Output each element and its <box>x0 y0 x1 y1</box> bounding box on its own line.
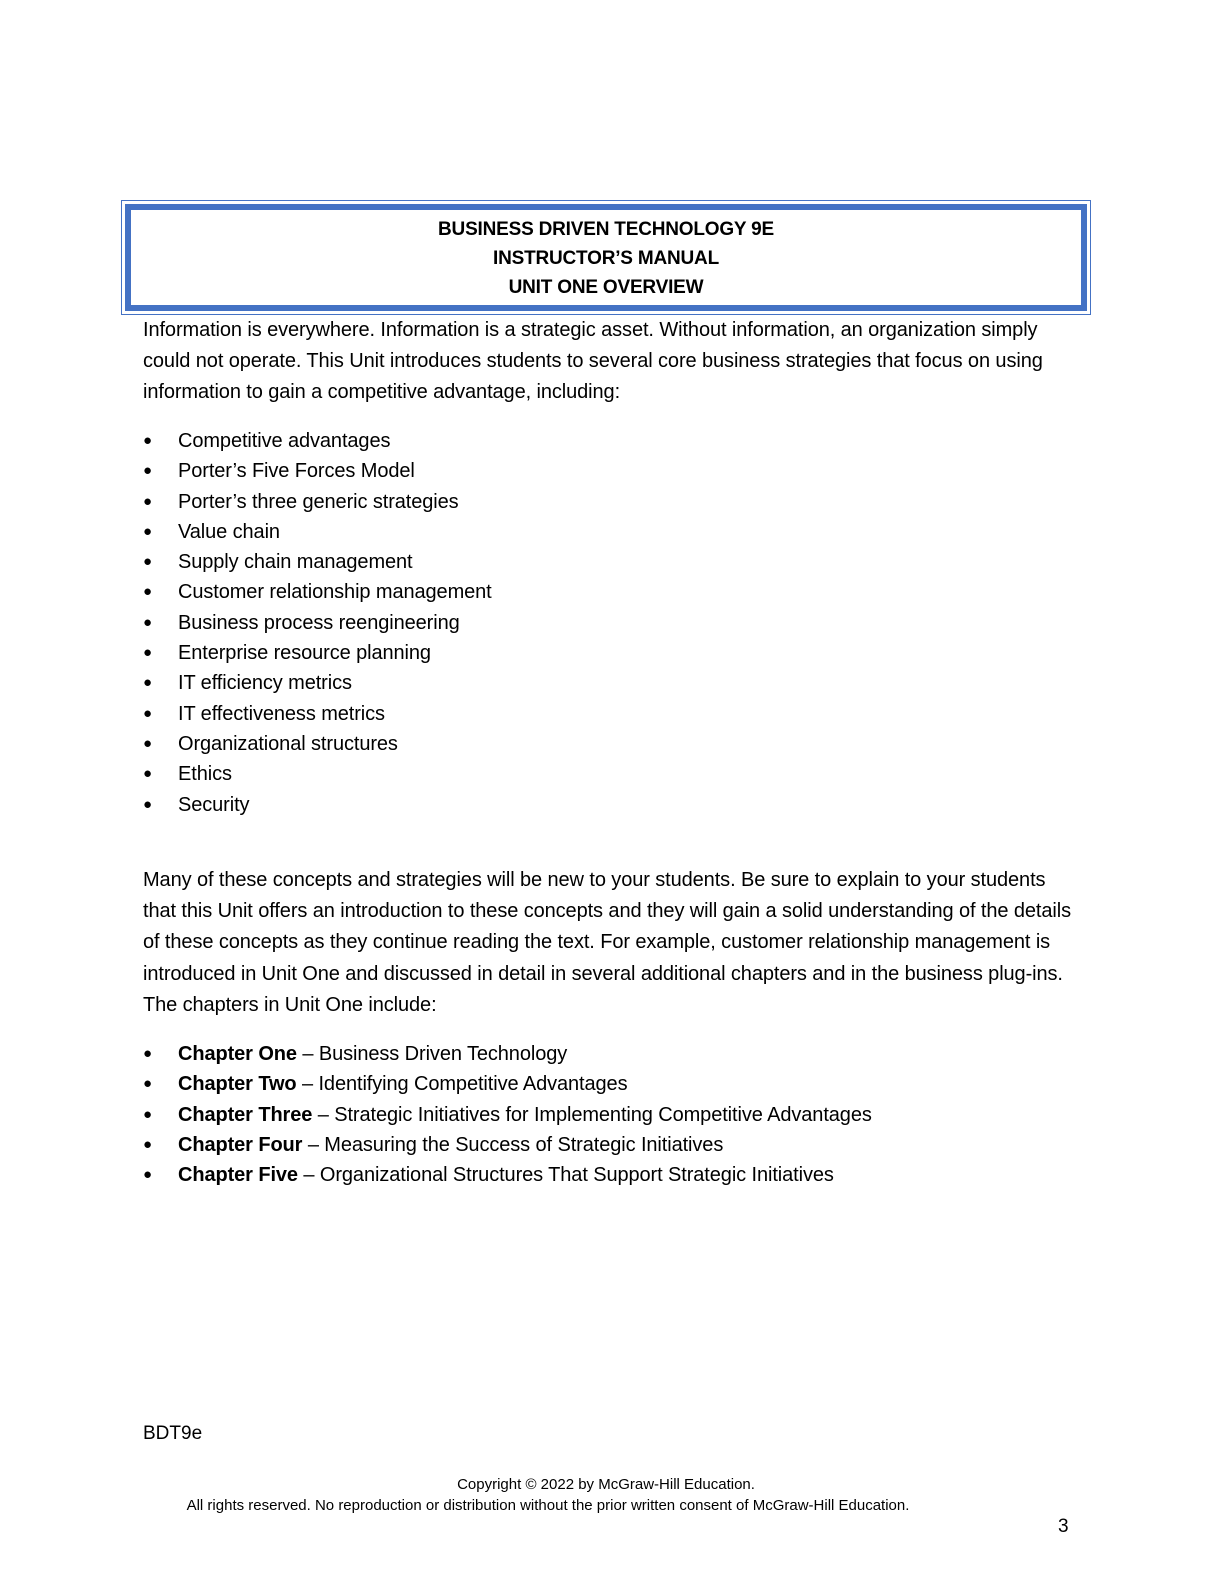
topics-list <box>143 426 492 820</box>
document-code: BDT9e <box>143 1423 203 1444</box>
chapter-separator: – <box>297 1164 320 1187</box>
bullet-icon: ● <box>143 462 152 480</box>
list-item <box>143 790 492 820</box>
intro-paragraph: Information is everywhere. Information is a strategic asset. Without information, an organization simply could not operate. This Unit introduces students to several core business strategies that focus on using information to gain a competitive advantage, including: <box>143 319 1043 404</box>
chapter-name: Chapter Three <box>178 1103 313 1126</box>
bullet-icon: ● <box>143 432 152 449</box>
chapter-name: Chapter Five <box>178 1164 298 1187</box>
rights-notice: All rights reserved. No reproduction or distribution without the prior written consent of McGraw-Hill Education. <box>186 1497 910 1514</box>
list-item <box>143 668 492 698</box>
chapter-item <box>143 1100 872 1130</box>
bullet-icon: ● <box>143 765 152 783</box>
chapter-name: Chapter Four <box>178 1133 303 1156</box>
unit-title: UNIT ONE OVERVIEW <box>508 277 704 298</box>
topic-text: IT effectiveness metrics <box>178 702 385 725</box>
bullet-icon: ● <box>143 1105 152 1123</box>
chapter-name: Chapter Two <box>178 1073 297 1096</box>
list-item <box>143 608 492 638</box>
list-item <box>143 759 492 789</box>
topic-text: Business process reengineering <box>178 611 460 634</box>
bullet-icon: ● <box>143 674 152 692</box>
list-item <box>143 517 492 547</box>
list-item <box>143 547 492 577</box>
page-number: 3 <box>1058 1516 1069 1537</box>
bullet-icon: ● <box>143 1135 152 1153</box>
chapter-separator: – <box>312 1103 335 1126</box>
list-item <box>143 456 492 486</box>
topic-text: Value chain <box>178 520 280 543</box>
chapter-title: Identifying Competitive Advantages <box>318 1073 628 1096</box>
bullet-icon: ● <box>143 734 152 752</box>
body-paragraph: Many of these concepts and strategies will be new to your students. Be sure to explain to your students that this Unit offers an introduction to these concepts and they will gain a solid understanding of the details of these concepts as they continue reading the text. For example, customer relationship management is introduced in Unit One and discussed in detail in several additional chapters and in the business plug-ins. The chapters in Unit One include: <box>143 869 1072 1016</box>
title-box <box>121 200 1091 315</box>
topic-text: IT efficiency metrics <box>178 672 352 695</box>
chapter-title: Strategic Initiatives for Implementing Competitive Advantages <box>334 1103 872 1126</box>
bullet-icon: ● <box>143 583 152 601</box>
manual-title: INSTRUCTOR’S MANUAL <box>493 248 719 269</box>
topic-text: Enterprise resource planning <box>178 642 431 665</box>
chapter-title: Organizational Structures That Support Strategic Initiatives <box>319 1164 834 1187</box>
topic-text: Organizational structures <box>178 732 398 755</box>
chapter-item <box>143 1130 872 1160</box>
bullet-icon: ● <box>143 553 152 571</box>
list-item <box>143 426 492 456</box>
list-item <box>143 699 492 729</box>
bullet-icon: ● <box>143 1075 152 1093</box>
topic-text: Porter’s three generic strategies <box>178 490 459 513</box>
chapter-separator: – <box>302 1133 325 1156</box>
bullet-icon: ● <box>143 522 152 540</box>
list-item <box>143 487 492 517</box>
bullet-icon: ● <box>143 1166 152 1184</box>
book-title: BUSINESS DRIVEN TECHNOLOGY 9E <box>438 219 774 240</box>
topic-text: Ethics <box>178 763 232 786</box>
chapter-separator: – <box>296 1043 319 1065</box>
topic-text: Supply chain management <box>178 551 413 574</box>
chapter-item <box>143 1069 872 1099</box>
chapter-name: Chapter One <box>178 1043 297 1065</box>
title-box-inner <box>125 204 1087 311</box>
bullet-icon: ● <box>143 492 152 510</box>
chapter-separator: – <box>296 1073 319 1096</box>
chapter-item <box>143 1039 872 1069</box>
topic-text: Customer relationship management <box>178 581 492 604</box>
chapter-title: Measuring the Success of Strategic Initiatives <box>324 1133 724 1156</box>
list-item <box>143 638 492 668</box>
chapter-title: Business Driven Technology <box>318 1043 568 1065</box>
bullet-icon: ● <box>143 644 152 662</box>
bullet-icon: ● <box>143 613 152 631</box>
bullet-icon: ● <box>143 704 152 722</box>
list-item <box>143 577 492 607</box>
topic-text: Porter’s Five Forces Model <box>178 460 415 483</box>
topic-text: Competitive advantages <box>178 430 391 452</box>
copyright-notice: Copyright © 2022 by McGraw-Hill Education. <box>457 1476 755 1493</box>
bullet-icon: ● <box>143 795 152 813</box>
list-item <box>143 729 492 759</box>
chapters-list <box>143 1039 872 1190</box>
bullet-icon: ● <box>143 1045 152 1062</box>
topic-text: Security <box>178 793 250 816</box>
chapter-item <box>143 1160 872 1190</box>
